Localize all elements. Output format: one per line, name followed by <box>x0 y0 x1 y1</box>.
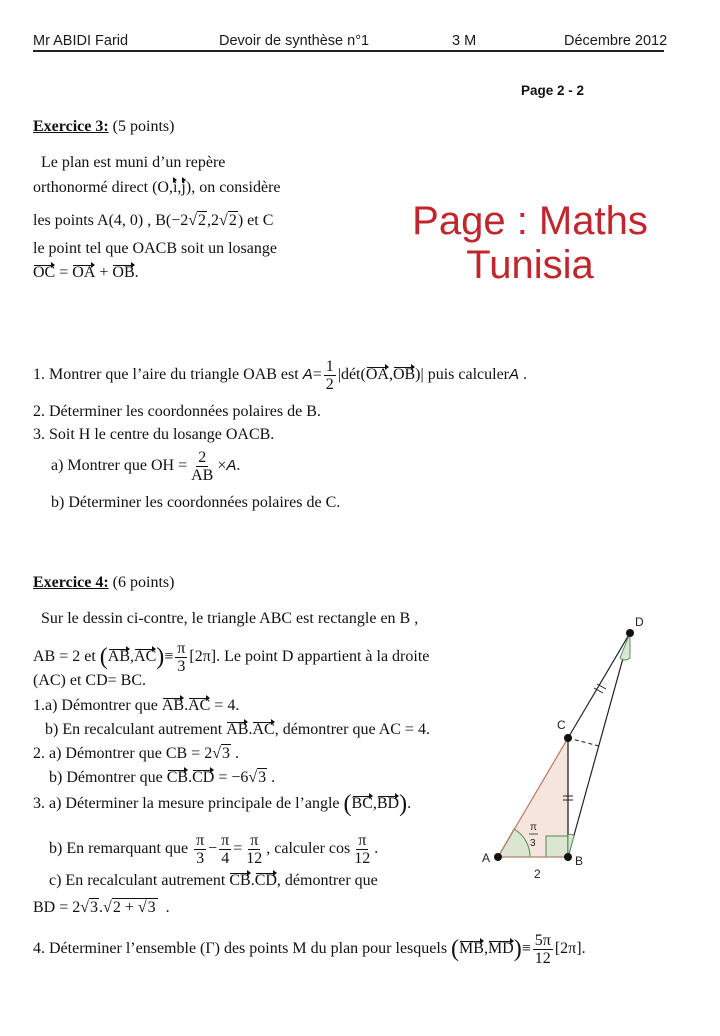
ex3-question-1 <box>33 358 527 393</box>
paren: ( <box>451 936 460 963</box>
text: 1. Montrer que l’aire du triangle OAB est <box>33 366 299 384</box>
text: × <box>217 457 227 475</box>
triangle-figure <box>470 600 670 890</box>
denominator: 2 <box>325 376 334 393</box>
text: − <box>208 840 218 858</box>
text: = 4. <box>214 697 240 714</box>
radicand: 3 <box>147 899 156 916</box>
text: ,2 <box>207 212 220 229</box>
fraction <box>244 832 264 867</box>
text: ≡ <box>521 940 531 958</box>
text: = <box>312 366 322 384</box>
radicand: 2 <box>198 212 207 229</box>
text: + <box>95 264 113 281</box>
sqrt: √2 <box>188 212 207 229</box>
text: , calculer cos <box>266 840 351 858</box>
numerator: 2 <box>198 449 207 466</box>
exercise-4-heading <box>33 574 174 592</box>
text: . <box>99 899 104 916</box>
ex4-question-1b: b) En recalculant autrement AB.AC, démontrer que AC = 4. <box>45 721 430 738</box>
vector-i: i <box>172 179 178 196</box>
ex3-intro-line-4: le point tel que OACB soit un losange <box>33 240 277 257</box>
radicand: 2 + √3 <box>112 899 156 916</box>
exercise-4-points: (6 points) <box>112 574 175 591</box>
text: . <box>134 264 139 281</box>
vector-md: MD <box>487 940 514 958</box>
ex4-question-2a <box>33 745 239 763</box>
paren: ) <box>513 936 522 963</box>
fraction <box>352 832 372 867</box>
paren: ) <box>156 644 165 671</box>
area-symbol: A <box>226 457 237 475</box>
ex4-intro-line-1: Sur le dessin ci-contre, le triangle ABC est rectangle en B , <box>41 610 419 627</box>
denominator: 12 <box>354 850 371 867</box>
text: . <box>374 840 379 858</box>
exercise-3-points: (5 points) <box>112 118 175 135</box>
watermark-line-1: Page : Maths <box>412 199 648 243</box>
sqrt: √2 <box>219 212 237 229</box>
header-date: Décembre 2012 <box>564 33 668 49</box>
vector-oc: OC <box>33 264 56 281</box>
ex4-question-1a: 1.a) Démontrer que AB.AC = 4. <box>33 697 240 714</box>
exercise-3-heading <box>33 118 174 136</box>
vector-cb: CB <box>229 872 251 889</box>
frame-open: (O, <box>152 179 173 196</box>
vector-cd: CD <box>192 769 215 786</box>
numerator: π <box>221 832 230 849</box>
radicand: 3 <box>221 745 230 762</box>
ex4-question-4: 4. Déterminer l’ensemble (Γ) des points M du plan pour lesquels (MB,MD)≡ $\frac{5\pi}{12}$ [2π]. <box>33 932 586 967</box>
vector-ac: AC <box>134 648 157 666</box>
label-angle-num: π <box>530 822 537 833</box>
text: b) En recalculant autrement <box>45 721 223 738</box>
text: AB = 2 et <box>33 648 96 666</box>
text: . <box>165 899 170 916</box>
text: . <box>234 745 239 762</box>
vector-ob: OB <box>392 366 416 384</box>
point-a <box>494 853 502 861</box>
fraction <box>189 449 215 484</box>
text: = −6 <box>218 769 249 786</box>
text: , démontrer que AC = 4. <box>274 721 430 738</box>
ex3-intro-line-2 <box>33 179 281 197</box>
point-d <box>626 629 634 637</box>
fraction <box>219 832 231 867</box>
vector-ac: AC <box>252 721 275 738</box>
label-d: D <box>635 615 644 629</box>
text: c) En recalculant autrement <box>49 872 226 889</box>
text: . <box>271 769 276 786</box>
ex4-intro-line-3: (AC) et CD= BC. <box>33 672 147 689</box>
numerator: 1 <box>325 358 334 375</box>
text: 3. a) Déterminer la mesure principale de l’angle <box>33 795 340 812</box>
text: ≡ <box>164 648 174 666</box>
sqrt: √2 + √3 <box>103 899 156 916</box>
text: les points A(4, 0) , B(−2 <box>33 212 189 229</box>
label-angle-den: 3 <box>530 838 536 849</box>
denominator: 12 <box>534 950 551 967</box>
vector-cd: CD <box>254 872 277 889</box>
radicand: 3 <box>90 899 99 916</box>
denominator: 3 <box>177 658 186 675</box>
ex3-question-2: 2. Déterminer les coordonnées polaires de B. <box>33 403 321 420</box>
denominator: AB <box>191 467 214 484</box>
point-b <box>564 853 572 861</box>
fraction <box>175 640 187 675</box>
fraction <box>324 358 336 393</box>
point-c <box>564 734 572 742</box>
label-b: B <box>575 854 584 868</box>
ex4-intro-line-2: AB = 2 et (AB,AC)≡ $\frac{\pi}{3}$ [2π]. Le point D appartient à la droite <box>33 640 430 675</box>
paren: ) <box>399 791 408 817</box>
text: )| <box>415 366 424 384</box>
segment-bd <box>568 633 630 857</box>
ex4-question-3c: c) En recalculant autrement CB.CD, démontrer que <box>49 872 378 889</box>
frame-close-text: ), on considère <box>185 179 281 196</box>
sqrt: √3 <box>248 769 267 786</box>
radicand: 3 <box>258 769 267 786</box>
text: . <box>523 366 528 384</box>
text: [2π]. Le point D appartient à la droite <box>189 648 430 666</box>
page-number: Page 2 - 2 <box>521 83 585 98</box>
exercise-4-title: Exercice 4: <box>33 574 109 591</box>
vector-ac: AC <box>188 697 211 714</box>
radicand: 2 <box>228 212 237 229</box>
text: orthonormé direct <box>33 179 149 196</box>
vector-j: j <box>181 179 186 196</box>
text: 2. a) Démontrer que CB = 2 <box>33 745 213 762</box>
vector-ab: AB <box>161 697 185 714</box>
vector-cb: CB <box>166 769 189 786</box>
numerator: π <box>250 832 259 849</box>
area-symbol: A <box>509 366 520 384</box>
ex3-intro-line-1: Le plan est muni d’un repère <box>41 154 226 171</box>
ex3-intro-line-5 <box>33 264 139 282</box>
header-title: Devoir de synthèse n°1 <box>219 33 370 49</box>
text: = <box>55 264 73 281</box>
header-rule <box>33 50 664 52</box>
text: , démontrer que <box>276 872 378 889</box>
numerator: 5π <box>534 932 551 949</box>
text: puis calculer <box>427 366 509 384</box>
header-class: 3 M <box>452 33 477 49</box>
text: 1.a) Démontrer que <box>33 697 158 714</box>
fraction <box>194 832 206 867</box>
paren: ( <box>99 644 108 671</box>
text: ) et C <box>237 212 274 229</box>
vector-ob: OB <box>112 264 135 281</box>
ex4-question-3b <box>49 832 378 867</box>
text: = <box>233 840 243 858</box>
vector-ab: AB <box>226 721 249 738</box>
paren: ( <box>343 791 352 817</box>
ex3-question-3b: b) Déterminer les coordonnées polaires de C. <box>51 494 341 511</box>
numerator: π <box>358 832 367 849</box>
text: a) Montrer que OH = <box>51 457 188 475</box>
vector-mb: MB <box>459 940 484 958</box>
dashed-bisector <box>568 738 599 746</box>
ex4-question-3c-result <box>33 899 170 917</box>
ex3-intro-line-3 <box>33 212 273 230</box>
text: , <box>177 179 182 196</box>
header-author: Mr ABIDI Farid <box>33 33 129 49</box>
watermark <box>400 199 660 287</box>
area-symbol: A <box>302 366 313 384</box>
denominator: 3 <box>196 850 205 867</box>
text: . <box>236 457 241 475</box>
vector-bd: BD <box>376 795 400 812</box>
text: 4. Déterminer l’ensemble <box>33 940 197 958</box>
sqrt: √3 <box>212 745 230 762</box>
ex3-question-3: 3. Soit H le centre du losange OACB. <box>33 426 275 443</box>
label-a: A <box>482 851 491 865</box>
text: b) Démontrer que <box>49 769 163 786</box>
text: BD = 2 <box>33 899 81 916</box>
ex3-question-3a <box>51 449 240 484</box>
denominator: 4 <box>221 850 230 867</box>
gamma-set: (Γ) <box>200 940 220 958</box>
exercise-3-title: Exercice 3: <box>33 118 109 135</box>
text: 2 + <box>112 899 138 916</box>
numerator: π <box>177 640 186 657</box>
text: . <box>407 795 412 812</box>
sqrt: √3 <box>80 899 99 916</box>
vector-oa: OA <box>72 264 96 281</box>
vector-oa: OA <box>365 366 389 384</box>
text: des points M du plan pour lesquels <box>223 940 448 958</box>
vector-ab: AB <box>107 648 131 666</box>
numerator: π <box>196 832 205 849</box>
fraction <box>533 932 553 967</box>
label-ab-length: 2 <box>534 867 541 881</box>
ex4-question-3a: 3. a) Déterminer la mesure principale de l’angle (BC,BD). <box>33 791 412 817</box>
text: , <box>388 366 393 384</box>
denominator: 12 <box>246 850 263 867</box>
text: [2π]. <box>554 940 586 958</box>
watermark-line-2: Tunisia <box>466 243 594 287</box>
label-c: C <box>557 718 566 732</box>
vector-bc: BC <box>351 795 373 812</box>
right-angle-b-marker <box>546 836 568 857</box>
text: b) En remarquant que <box>49 840 189 858</box>
ex4-question-2b: b) Démontrer que CB.CD = −6√3 . <box>49 769 276 786</box>
text: |dét( <box>337 366 366 384</box>
